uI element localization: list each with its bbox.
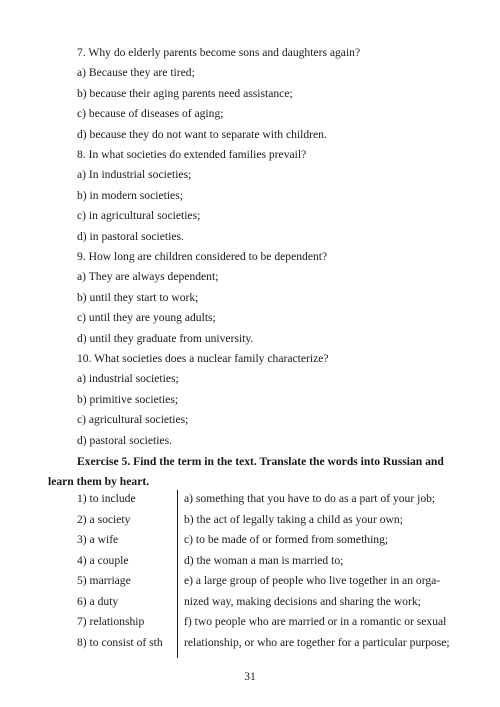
question-7-option-c: c) because of diseases of aging; [77,107,224,120]
vocabulary-table [77,490,467,660]
question-8-option-b: b) in modern societies; [77,189,183,202]
definition-a: a) something that you have to do as a part of your job; [184,492,436,505]
column-divider [177,490,178,658]
question-9: 9. How long are children considered to be dependent? [77,250,328,263]
page-number: 31 [244,670,256,683]
term-7: 7) relationship [77,615,145,628]
question-7-option-a: a) Because they are tired; [77,66,195,79]
term-5: 5) marriage [77,574,131,587]
term-3: 3) a wife [77,533,119,546]
question-10-option-a: a) industrial societies; [77,372,179,385]
question-8-option-a: a) In industrial societies; [77,168,192,181]
term-2: 2) a society [77,513,131,526]
question-7: 7. Why do elderly parents become sons and daughters again? [77,46,361,59]
definition-f: f) two people who are married or in a romantic or sexual [184,615,447,628]
question-10: 10. What societies does a nuclear family characterize? [77,352,329,365]
term-6: 6) a duty [77,595,119,608]
question-10-option-d: d) pastoral societies. [77,434,172,447]
question-9-option-a: a) They are always dependent; [77,270,219,283]
question-8: 8. In what societies do extended families prevail? [77,148,307,161]
definition-e: e) a large group of people who live together in an orga- [184,574,441,587]
definition-d: d) the woman a man is married to; [184,554,344,567]
question-9-option-d: d) until they graduate from university. [77,332,254,345]
question-10-option-b: b) primitive societies; [77,393,179,406]
definition-c: c) to be made of or formed from something; [184,533,389,546]
exercise-5-heading: Exercise 5. Find the term in the text. Translate the words into Russian and learn them by heart. [48,455,444,489]
question-8-option-c: c) in agricultural societies; [77,209,201,222]
question-10-option-c: c) agricultural societies; [77,413,189,426]
question-9-option-b: b) until they start to work; [77,291,199,304]
question-9-option-c: c) until they are young adults; [77,311,216,324]
question-8-option-d: d) in pastoral societies. [77,230,184,243]
term-8: 8) to consist of sth [77,636,163,649]
definition-b: b) the act of legally taking a child as your own; [184,513,403,526]
definition-e-continued: nized way, making decisions and sharing the work; [184,595,421,608]
term-4: 4) a couple [77,554,129,567]
question-7-option-d: d) because they do not want to separate with children. [77,128,327,141]
term-1: 1) to include [77,492,136,505]
question-7-option-b: b) because their aging parents need assistance; [77,87,293,100]
definition-f-continued: relationship, or who are together for a particular purpose; [184,636,450,649]
